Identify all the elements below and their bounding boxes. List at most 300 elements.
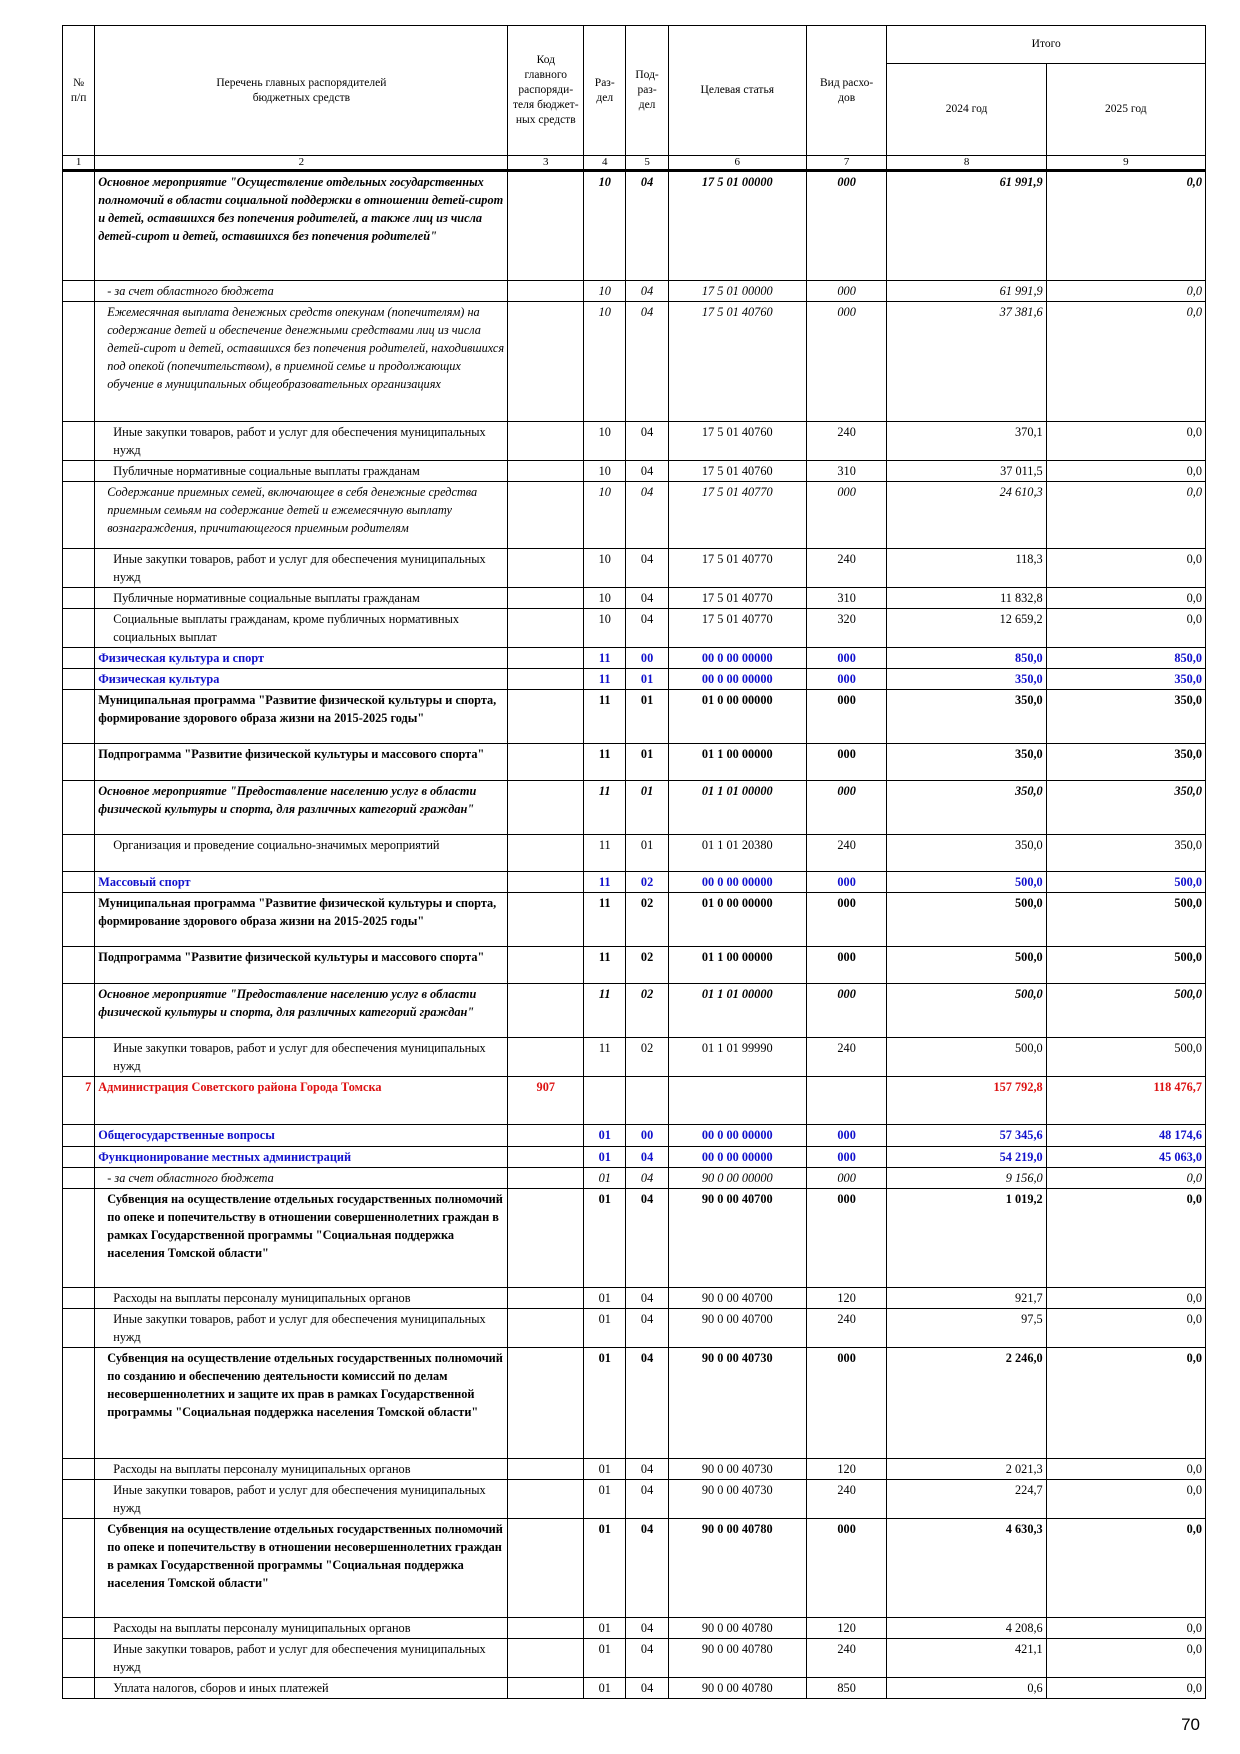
row-value-2024: 2 246,0 [887, 1348, 1046, 1459]
row-value-2024: 11 832,8 [887, 588, 1046, 609]
row-name: Общегосударственные вопросы [95, 1125, 508, 1147]
row-value-2025: 0,0 [1046, 1459, 1205, 1480]
row-podrazdel: 04 [626, 482, 668, 549]
row-vid: 240 [806, 422, 887, 461]
header-podrazdel: Под- раз- дел [626, 26, 668, 156]
row-target: 90 0 00 40780 [668, 1519, 806, 1618]
header-year-2024: 2024 год [887, 64, 1046, 156]
row-target: 01 1 00 00000 [668, 744, 806, 781]
row-code [508, 1618, 584, 1639]
row-razdel: 11 [584, 984, 626, 1038]
row-value-2025: 0,0 [1046, 1639, 1205, 1678]
table-row [63, 984, 1206, 1038]
row-target: 17 5 01 40770 [668, 482, 806, 549]
row-value-2025: 500,0 [1046, 947, 1205, 984]
table-row [63, 1077, 1206, 1125]
row-number [63, 1168, 95, 1189]
row-vid: 120 [806, 1288, 887, 1309]
table-row [63, 171, 1206, 281]
row-vid: 310 [806, 588, 887, 609]
row-value-2024: 157 792,8 [887, 1077, 1046, 1125]
row-vid: 000 [806, 302, 887, 422]
col-number: 2 [95, 156, 508, 171]
row-target: 00 0 00 00000 [668, 648, 806, 669]
row-name: Иные закупки товаров, работ и услуг для обеспечения муниципальных нужд [95, 422, 508, 461]
row-razdel: 11 [584, 781, 626, 835]
row-code [508, 1459, 584, 1480]
row-vid: 240 [806, 549, 887, 588]
row-name: Иные закупки товаров, работ и услуг для обеспечения муниципальных нужд [95, 1639, 508, 1678]
row-value-2024: 2 021,3 [887, 1459, 1046, 1480]
row-vid: 000 [806, 1519, 887, 1618]
row-value-2025: 350,0 [1046, 744, 1205, 781]
row-value-2025: 118 476,7 [1046, 1077, 1205, 1125]
row-vid: 000 [806, 744, 887, 781]
row-vid: 240 [806, 1038, 887, 1077]
row-podrazdel: 01 [626, 744, 668, 781]
col-number: 6 [668, 156, 806, 171]
row-vid: 000 [806, 947, 887, 984]
table-row [63, 872, 1206, 893]
row-podrazdel: 04 [626, 1288, 668, 1309]
row-value-2024: 850,0 [887, 648, 1046, 669]
row-number [63, 744, 95, 781]
header-vid: Вид расхо- дов [806, 26, 887, 156]
row-razdel: 01 [584, 1618, 626, 1639]
row-value-2025: 500,0 [1046, 872, 1205, 893]
row-value-2025: 0,0 [1046, 1309, 1205, 1348]
row-code [508, 1038, 584, 1077]
row-value-2024: 61 991,9 [887, 171, 1046, 281]
row-podrazdel: 04 [626, 171, 668, 281]
row-number [63, 1348, 95, 1459]
row-number [63, 1309, 95, 1348]
row-razdel: 01 [584, 1519, 626, 1618]
row-code [508, 549, 584, 588]
row-razdel: 10 [584, 482, 626, 549]
row-vid: 000 [806, 482, 887, 549]
row-target: 00 0 00 00000 [668, 669, 806, 690]
row-value-2024: 54 219,0 [887, 1147, 1046, 1168]
table-row [63, 1459, 1206, 1480]
row-value-2024: 97,5 [887, 1309, 1046, 1348]
row-podrazdel: 04 [626, 1639, 668, 1678]
row-target: 90 0 00 40730 [668, 1459, 806, 1480]
header-total: Итого [887, 26, 1206, 64]
row-vid: 000 [806, 893, 887, 947]
row-target: 90 0 00 40700 [668, 1309, 806, 1348]
row-target: 90 0 00 00000 [668, 1168, 806, 1189]
row-value-2025: 0,0 [1046, 609, 1205, 648]
table-row [63, 690, 1206, 744]
row-target: 00 0 00 00000 [668, 1147, 806, 1168]
row-razdel: 11 [584, 669, 626, 690]
header-name: Перечень главных распорядителей бюджетных средств [95, 26, 508, 156]
row-number [63, 669, 95, 690]
row-value-2025: 0,0 [1046, 1519, 1205, 1618]
table-row [63, 1038, 1206, 1077]
row-razdel [584, 1077, 626, 1125]
row-vid: 000 [806, 984, 887, 1038]
row-razdel: 10 [584, 549, 626, 588]
row-target: 01 0 00 00000 [668, 690, 806, 744]
row-name: - за счет областного бюджета [95, 281, 508, 302]
row-target: 90 0 00 40780 [668, 1639, 806, 1678]
row-podrazdel: 01 [626, 669, 668, 690]
table-row [63, 1678, 1206, 1699]
row-razdel: 01 [584, 1147, 626, 1168]
row-razdel: 01 [584, 1189, 626, 1288]
row-name: Муниципальная программа "Развитие физической культуры и спорта, формирование здорового образа жизни на 2015-2025 годы" [95, 893, 508, 947]
table-row [63, 893, 1206, 947]
row-value-2024: 500,0 [887, 893, 1046, 947]
row-name: Массовый спорт [95, 872, 508, 893]
row-podrazdel: 04 [626, 588, 668, 609]
row-value-2024: 118,3 [887, 549, 1046, 588]
table-row [63, 947, 1206, 984]
row-name: Субвенция на осуществление отдельных государственных полномочий по опеке и попечительству в отношении совершеннолетних граждан в рамках Государственной программы "Социальная поддержка населения Томской области" [95, 1189, 508, 1288]
row-code [508, 1348, 584, 1459]
row-code [508, 461, 584, 482]
row-number [63, 947, 95, 984]
row-name: Публичные нормативные социальные выплаты гражданам [95, 461, 508, 482]
row-code [508, 1189, 584, 1288]
table-row [63, 461, 1206, 482]
row-name: Субвенция на осуществление отдельных государственных полномочий по созданию и обеспечению деятельности комиссий по делам несовершеннолетних и защите их прав в рамках Государственной программы "Социальная поддержка населения Томской области" [95, 1348, 508, 1459]
row-value-2025: 500,0 [1046, 893, 1205, 947]
row-value-2025: 0,0 [1046, 1678, 1205, 1699]
row-value-2024: 224,7 [887, 1480, 1046, 1519]
row-name: Администрация Советского района Города Томска [95, 1077, 508, 1125]
table-row [63, 1348, 1206, 1459]
header-target: Целевая статья [668, 26, 806, 156]
row-razdel: 10 [584, 588, 626, 609]
row-razdel: 01 [584, 1309, 626, 1348]
row-number [63, 461, 95, 482]
row-value-2025: 0,0 [1046, 1168, 1205, 1189]
table-row [63, 549, 1206, 588]
row-razdel: 01 [584, 1125, 626, 1147]
row-number [63, 1459, 95, 1480]
row-number [63, 893, 95, 947]
row-name: Иные закупки товаров, работ и услуг для обеспечения муниципальных нужд [95, 1309, 508, 1348]
row-number [63, 690, 95, 744]
table-row [63, 669, 1206, 690]
row-number [63, 1189, 95, 1288]
row-name: Основное мероприятие "Предоставление населению услуг в области физической культуры и спорта, для различных категорий граждан" [95, 984, 508, 1038]
row-podrazdel [626, 1077, 668, 1125]
row-razdel: 01 [584, 1480, 626, 1519]
row-code [508, 281, 584, 302]
row-vid: 120 [806, 1459, 887, 1480]
row-podrazdel: 04 [626, 1309, 668, 1348]
row-name: Расходы на выплаты персоналу муниципальных органов [95, 1618, 508, 1639]
row-value-2024: 12 659,2 [887, 609, 1046, 648]
row-name: Иные закупки товаров, работ и услуг для обеспечения муниципальных нужд [95, 1480, 508, 1519]
row-vid: 000 [806, 281, 887, 302]
table-row [63, 1639, 1206, 1678]
col-number: 9 [1046, 156, 1205, 171]
row-number: 7 [63, 1077, 95, 1125]
row-value-2025: 0,0 [1046, 1189, 1205, 1288]
row-name: Физическая культура и спорт [95, 648, 508, 669]
row-value-2024: 500,0 [887, 947, 1046, 984]
row-value-2025: 48 174,6 [1046, 1125, 1205, 1147]
row-value-2025: 0,0 [1046, 1288, 1205, 1309]
table-row [63, 1168, 1206, 1189]
row-target: 17 5 01 40770 [668, 549, 806, 588]
row-target: 17 5 01 40760 [668, 422, 806, 461]
col-number: 7 [806, 156, 887, 171]
row-target: 90 0 00 40730 [668, 1480, 806, 1519]
row-vid: 000 [806, 781, 887, 835]
row-podrazdel: 04 [626, 461, 668, 482]
row-value-2024: 500,0 [887, 872, 1046, 893]
row-target: 01 0 00 00000 [668, 893, 806, 947]
row-name: Функционирование местных администраций [95, 1147, 508, 1168]
row-podrazdel: 04 [626, 1147, 668, 1168]
row-podrazdel: 04 [626, 1189, 668, 1288]
row-razdel: 10 [584, 171, 626, 281]
row-podrazdel: 04 [626, 1459, 668, 1480]
row-target: 90 0 00 40730 [668, 1348, 806, 1459]
row-number [63, 482, 95, 549]
row-value-2025: 850,0 [1046, 648, 1205, 669]
row-code [508, 482, 584, 549]
row-value-2024: 1 019,2 [887, 1189, 1046, 1288]
row-target: 00 0 00 00000 [668, 1125, 806, 1147]
row-value-2025: 500,0 [1046, 1038, 1205, 1077]
row-code [508, 781, 584, 835]
row-razdel: 11 [584, 744, 626, 781]
row-name: Основное мероприятие "Предоставление населению услуг в области физической культуры и спорта, для различных категорий граждан" [95, 781, 508, 835]
row-razdel: 11 [584, 1038, 626, 1077]
row-razdel: 01 [584, 1168, 626, 1189]
row-value-2024: 500,0 [887, 1038, 1046, 1077]
row-code [508, 171, 584, 281]
row-target: 17 5 01 40760 [668, 302, 806, 422]
row-podrazdel: 04 [626, 609, 668, 648]
row-name: Расходы на выплаты персоналу муниципальных органов [95, 1459, 508, 1480]
row-vid: 240 [806, 1639, 887, 1678]
row-value-2025: 0,0 [1046, 1348, 1205, 1459]
row-value-2024: 37 381,6 [887, 302, 1046, 422]
row-target: 17 5 01 40770 [668, 609, 806, 648]
row-podrazdel: 02 [626, 984, 668, 1038]
row-name: Основное мероприятие "Осуществление отдельных государственных полномочий в области социальной поддержки в отношении детей-сирот и детей, оставшихся без попечения родителей, а также лиц из числа детей-сирот и детей, оставшихся без попечения родителей" [95, 171, 508, 281]
row-code [508, 669, 584, 690]
row-value-2024: 37 011,5 [887, 461, 1046, 482]
col-number: 8 [887, 156, 1046, 171]
row-podrazdel: 02 [626, 872, 668, 893]
row-name: Социальные выплаты гражданам, кроме публичных нормативных социальных выплат [95, 609, 508, 648]
col-number: 4 [584, 156, 626, 171]
row-razdel: 11 [584, 947, 626, 984]
row-value-2024: 500,0 [887, 984, 1046, 1038]
row-podrazdel: 04 [626, 549, 668, 588]
row-number [63, 171, 95, 281]
row-value-2025: 45 063,0 [1046, 1147, 1205, 1168]
table-row [63, 781, 1206, 835]
row-value-2025: 500,0 [1046, 984, 1205, 1038]
row-code [508, 1678, 584, 1699]
row-code [508, 872, 584, 893]
row-vid: 000 [806, 872, 887, 893]
row-razdel: 01 [584, 1678, 626, 1699]
row-razdel: 11 [584, 648, 626, 669]
row-number [63, 1125, 95, 1147]
row-number [63, 1480, 95, 1519]
row-podrazdel: 01 [626, 835, 668, 872]
table-row [63, 648, 1206, 669]
row-target: 17 5 01 40770 [668, 588, 806, 609]
row-value-2025: 0,0 [1046, 171, 1205, 281]
row-podrazdel: 04 [626, 1480, 668, 1519]
row-code [508, 893, 584, 947]
row-target: 01 1 01 20380 [668, 835, 806, 872]
row-number [63, 984, 95, 1038]
row-razdel: 10 [584, 422, 626, 461]
header-razdel: Раз- дел [584, 26, 626, 156]
row-code [508, 609, 584, 648]
row-value-2025: 0,0 [1046, 281, 1205, 302]
row-razdel: 10 [584, 609, 626, 648]
row-vid: 000 [806, 1189, 887, 1288]
row-vid: 000 [806, 1125, 887, 1147]
row-value-2024: 4 630,3 [887, 1519, 1046, 1618]
row-value-2025: 0,0 [1046, 482, 1205, 549]
row-name: Расходы на выплаты персоналу муниципальных органов [95, 1288, 508, 1309]
row-number [63, 1147, 95, 1168]
row-number [63, 1618, 95, 1639]
row-name: Иные закупки товаров, работ и услуг для обеспечения муниципальных нужд [95, 549, 508, 588]
row-value-2024: 4 208,6 [887, 1618, 1046, 1639]
row-value-2024: 350,0 [887, 835, 1046, 872]
row-code [508, 984, 584, 1038]
row-number [63, 835, 95, 872]
row-code [508, 648, 584, 669]
row-razdel: 01 [584, 1348, 626, 1459]
table-row [63, 1519, 1206, 1618]
row-code: 907 [508, 1077, 584, 1125]
row-value-2025: 0,0 [1046, 588, 1205, 609]
table-row [63, 1288, 1206, 1309]
row-name: Субвенция на осуществление отдельных государственных полномочий по опеке и попечительству в отношении несовершеннолетних граждан в рамках Государственной программы "Социальная поддержка населения Томской области" [95, 1519, 508, 1618]
table-row [63, 1309, 1206, 1348]
row-value-2024: 421,1 [887, 1639, 1046, 1678]
row-number [63, 1519, 95, 1618]
row-code [508, 835, 584, 872]
row-code [508, 1168, 584, 1189]
row-vid: 000 [806, 669, 887, 690]
header-no: № п/п [63, 26, 95, 156]
row-podrazdel: 04 [626, 1168, 668, 1189]
table-row [63, 835, 1206, 872]
row-value-2024: 350,0 [887, 690, 1046, 744]
table-row [63, 281, 1206, 302]
row-value-2025: 350,0 [1046, 690, 1205, 744]
row-name: Физическая культура [95, 669, 508, 690]
row-vid: 000 [806, 171, 887, 281]
col-number: 5 [626, 156, 668, 171]
row-razdel: 11 [584, 835, 626, 872]
row-number [63, 609, 95, 648]
row-value-2024: 350,0 [887, 781, 1046, 835]
row-target: 90 0 00 40700 [668, 1189, 806, 1288]
row-target: 01 1 01 00000 [668, 781, 806, 835]
row-code [508, 1309, 584, 1348]
row-code [508, 947, 584, 984]
row-value-2025: 0,0 [1046, 1480, 1205, 1519]
row-number [63, 1639, 95, 1678]
row-code [508, 1125, 584, 1147]
row-code [508, 1519, 584, 1618]
row-vid: 120 [806, 1618, 887, 1639]
row-name: Организация и проведение социально-значимых мероприятий [95, 835, 508, 872]
row-vid: 240 [806, 1480, 887, 1519]
table-row [63, 422, 1206, 461]
table-row [63, 482, 1206, 549]
row-target: 17 5 01 00000 [668, 171, 806, 281]
row-code [508, 1480, 584, 1519]
row-razdel: 10 [584, 461, 626, 482]
row-target: 00 0 00 00000 [668, 872, 806, 893]
row-vid [806, 1077, 887, 1125]
row-target: 01 1 01 99990 [668, 1038, 806, 1077]
row-value-2025: 0,0 [1046, 302, 1205, 422]
row-razdel: 01 [584, 1459, 626, 1480]
budget-table [62, 25, 1206, 1699]
row-target [668, 1077, 806, 1125]
row-number [63, 1288, 95, 1309]
row-value-2025: 350,0 [1046, 781, 1205, 835]
row-target: 90 0 00 40780 [668, 1678, 806, 1699]
row-value-2024: 921,7 [887, 1288, 1046, 1309]
header-year-2025: 2025 год [1046, 64, 1205, 156]
row-number [63, 781, 95, 835]
row-code [508, 744, 584, 781]
row-podrazdel: 01 [626, 690, 668, 744]
row-value-2024: 9 156,0 [887, 1168, 1046, 1189]
row-podrazdel: 01 [626, 781, 668, 835]
column-number-row [63, 156, 1206, 171]
row-number [63, 648, 95, 669]
row-value-2024: 61 991,9 [887, 281, 1046, 302]
table-row [63, 302, 1206, 422]
row-vid: 000 [806, 1147, 887, 1168]
row-value-2024: 350,0 [887, 669, 1046, 690]
row-razdel: 01 [584, 1639, 626, 1678]
row-target: 90 0 00 40780 [668, 1618, 806, 1639]
row-value-2024: 57 345,6 [887, 1125, 1046, 1147]
row-vid: 240 [806, 835, 887, 872]
row-name: Содержание приемных семей, включающее в себя денежные средства приемным семьям на содержание детей и ежемесячную выплату вознаграждения, причитающегося приемным родителям [95, 482, 508, 549]
row-podrazdel: 00 [626, 1125, 668, 1147]
table-row [63, 1147, 1206, 1168]
row-name: Ежемесячная выплата денежных средств опекунам (попечителям) на содержание детей и обеспечение денежными средствами лиц из числа детей-сирот и детей, оставшихся без попечения родителей, находившихся под опекой (попечительством), в приемной семье и продолжающих обучение в муниципальных общеобразовательных организациях [95, 302, 508, 422]
row-podrazdel: 02 [626, 893, 668, 947]
row-razdel: 11 [584, 872, 626, 893]
table-row [63, 744, 1206, 781]
row-number [63, 281, 95, 302]
row-number [63, 872, 95, 893]
row-podrazdel: 04 [626, 422, 668, 461]
table-row [63, 1618, 1206, 1639]
row-vid: 000 [806, 690, 887, 744]
table-row [63, 588, 1206, 609]
row-razdel: 11 [584, 690, 626, 744]
row-vid: 240 [806, 1309, 887, 1348]
